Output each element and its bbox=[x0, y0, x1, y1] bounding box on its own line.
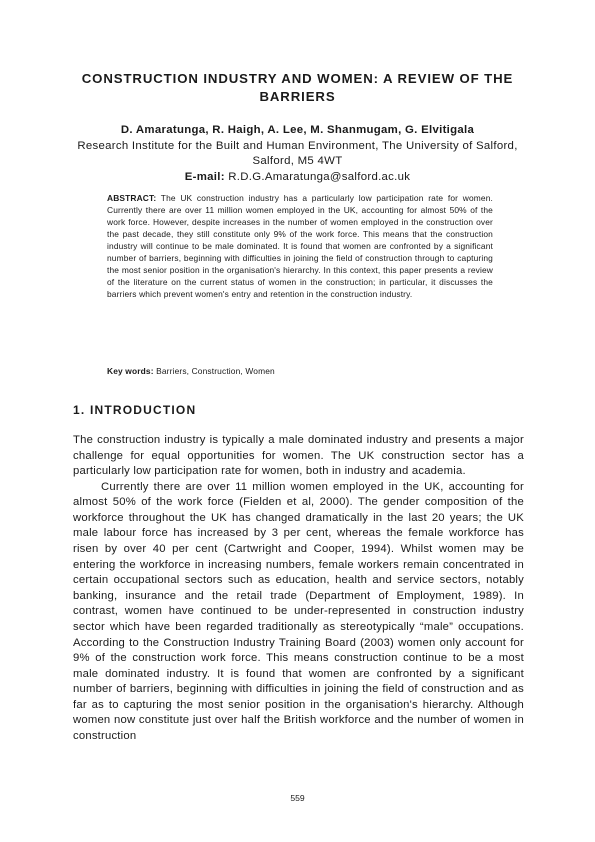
affiliation: Research Institute for the Built and Human Environment, The University of Salford, Salford, M5 4WT bbox=[77, 139, 518, 167]
body-paragraph: The construction industry is typically a male dominated industry and presents a major challenge for equal opportunities for women. The UK construction sector has a particularly low participation rate for women, both in industry and academia. bbox=[73, 434, 524, 478]
keywords-text: Barriers, Construction, Women bbox=[156, 366, 275, 376]
abstract bbox=[107, 193, 493, 301]
page-number: 559 bbox=[290, 793, 305, 803]
keywords bbox=[107, 365, 493, 377]
email-address[interactable]: R.D.G.Amaratunga@salford.ac.uk bbox=[228, 170, 411, 183]
email-line bbox=[70, 170, 525, 186]
abstract-text: The UK construction industry has a particularly low participation rate for women. Currently there are over 11 million women employed in the UK, accounting for almost 50% of the work force. However, despite increases in the number of women employed in the construction over the past decade, they still constitute only 9% of the work force. This means that the construction industry will continue to be male dominated. It is found that women are confronted by a significant number of barriers, beginning with difficulties in joining the field of construction through to capturing the most senior position in the organisation's hierarchy. In this context, this paper presents a review of the literature on the current status of women in the construction; in particular, it discusses the barriers which prevent women's entry and retention in the construction industry. bbox=[107, 193, 494, 299]
email-label: E-mail: bbox=[184, 170, 225, 183]
paper-title: CONSTRUCTION INDUSTRY AND WOMEN: A REVIEW OF THE BARRIERS bbox=[81, 71, 514, 104]
abstract-label: ABSTRACT: bbox=[107, 193, 157, 203]
author-block bbox=[70, 123, 525, 185]
keywords-label: Key words: bbox=[107, 366, 154, 376]
section-heading-introduction: 1. INTRODUCTION bbox=[73, 403, 197, 417]
body-paragraph: Currently there are over 11 million women employed in the UK, accounting for almost 50% of the work force (Fielden et al, 2000). The gender composition of the workforce throughout the UK has changed dramatically in the last 20 years; the UK male labour force has increased by 3 per cent, whereas the female workforce has risen by over 40 per cent (Cartwright and Cooper, 1994). Whilst women may be entering the workforce in increasing numbers, female workers remain concentrated in certain occupational sectors such as education, health and service sectors, notably banking, insurance and the retail trade (Department of Employment, 1989). In contrast, women have continued to be under-represented in construction industry sector which have been regarded traditionally as stereotypically “male” occupations. According to the Construction Industry Training Board (2003) women only account for 9% of the construction work force. This means construction continue to be a most male dominated industry. It is found that women are confronted by a significant number of barriers, beginning with difficulties in joining the field of construction and as far as to capturing the most senior position in the organisation's hierarchy. Although women now constitute just over half the British workforce and the number of women in construction bbox=[73, 480, 524, 742]
body-text bbox=[73, 433, 524, 745]
author-list: D. Amaratunga, R. Haigh, A. Lee, M. Shanmugam, G. Elvitigala bbox=[120, 124, 475, 136]
